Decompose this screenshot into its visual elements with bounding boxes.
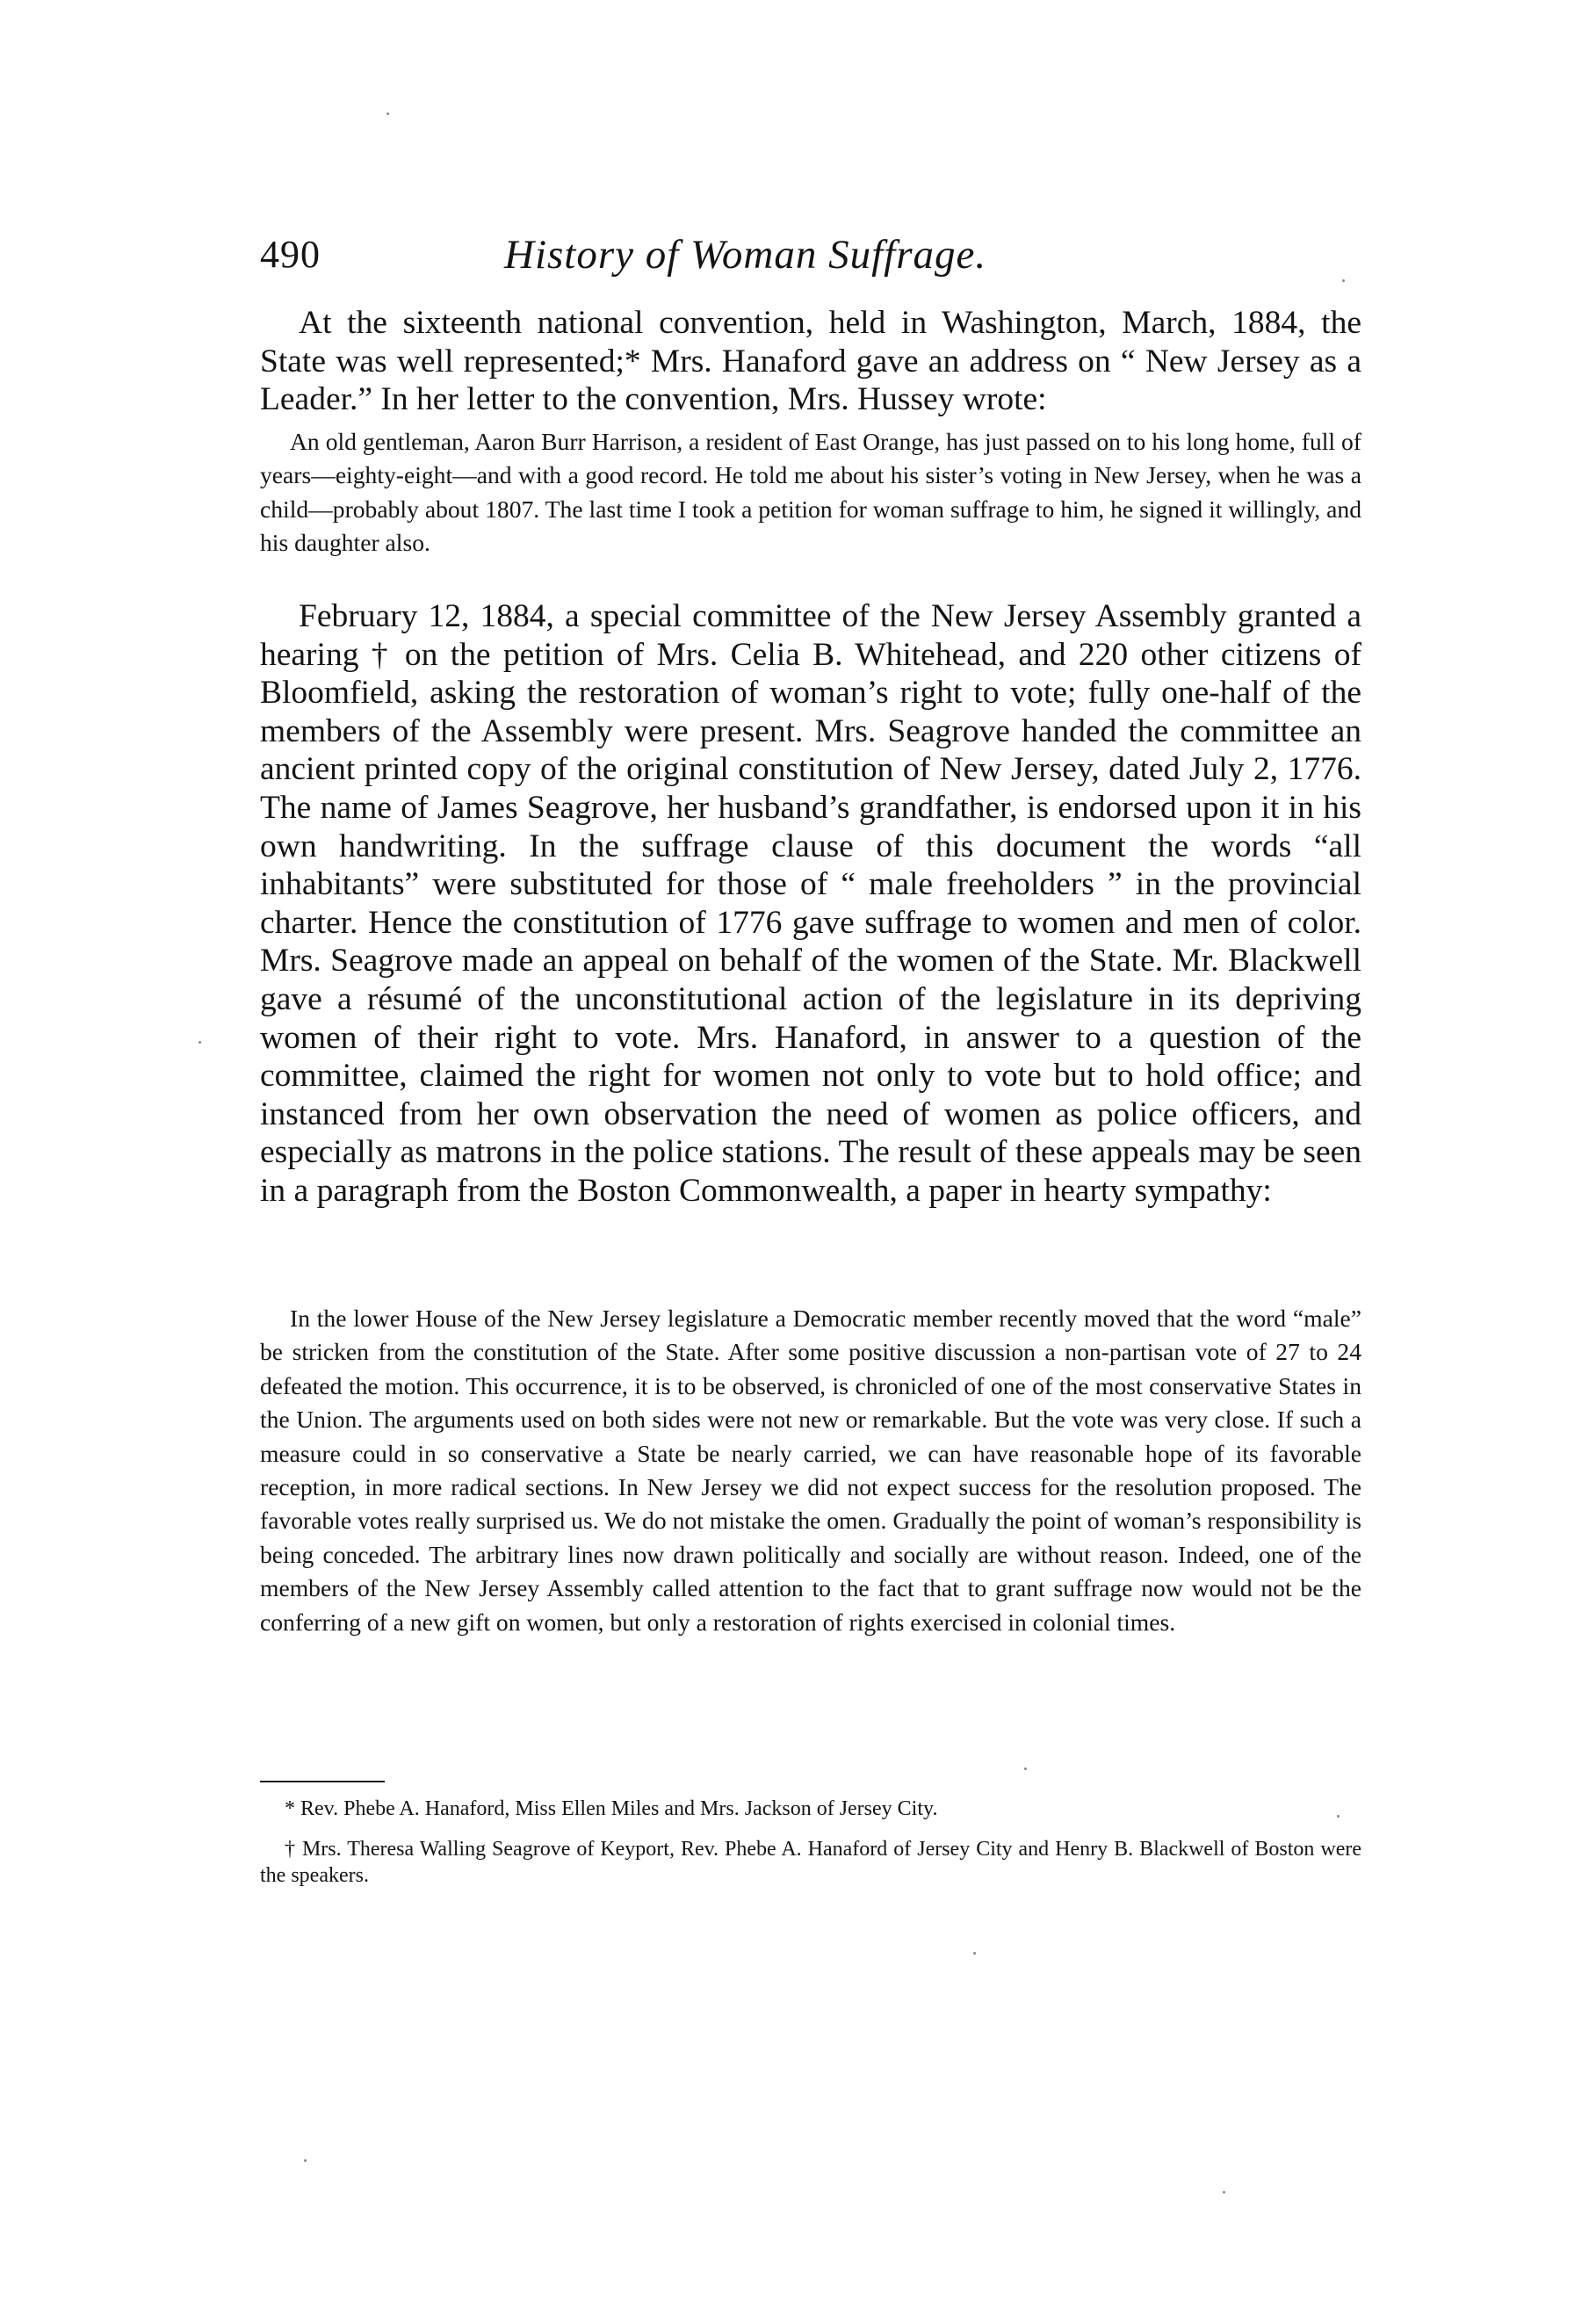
paper-speck xyxy=(386,112,389,115)
paper-speck xyxy=(1337,1815,1340,1818)
body-paragraph-convention: At the sixteenth national convention, held in Washington, March, 1884, the State was well represented;* Mrs. Hanaford gave an address on “ New Jersey as a Leader.” In her letter to the convention, Mrs. Hussey wrote: xyxy=(260,305,1361,418)
page-header xyxy=(260,230,1361,292)
paper-speck xyxy=(304,2159,307,2162)
body-paragraph-hearing: February 12, 1884, a special committee of the New Jersey Assembly granted a hearing † on the petition of Mrs. Celia B. Whitehead, and 220 other citizens of Bloomfield, asking the restoration of woman’s right to vote; fully one-half of the members of the Assembly were present. Mrs. Seagrove handed the committee an ancient printed copy of the original constitution of New Jersey, dated July 2, 1776. The name of James Seagrove, her husband’s grandfather, is endorsed upon it in his own handwriting. In the suffrage clause of this document the words “all inhabitants” were substituted for those of “ male freeholders ” in the provincial charter. Hence the constitution of 1776 gave suffrage to women and men of color. Mrs. Seagrove made an appeal on behalf of the women of the State. Mr. Blackwell gave a résumé of the unconstitutional action of the legislature in its depriving women of their right to vote. Mrs. Hanaford, in answer to a question of the committee, claimed the right for women not only to vote but to hold office; and instanced from her own observation the need of women as police officers, and especially as matrons in the police stations. The result of these appeals may be seen in a paragraph from the Boston Commonwealth, a paper in hearty sympathy: xyxy=(260,598,1361,1209)
page-number: 490 xyxy=(260,233,321,276)
quoted-letter-hussey: An old gentleman, Aaron Burr Harrison, a resident of East Orange, has just passed on to his long home, full of years—eighty-eight—and with a good record. He told me about his sister’s voting in New Jersey, when he was a child—probably about 1807. The last time I took a petition for woman suffrage to him, he signed it willingly, and his daughter also. xyxy=(260,428,1361,557)
footnote-dagger: † Mrs. Theresa Walling Seagrove of Keyport, Rev. Phebe A. Hanaford of Jersey City and Henry B. Blackwell of Boston were the speakers. xyxy=(260,1838,1361,1887)
paper-speck xyxy=(1024,1767,1027,1770)
footnote-asterisk: * Rev. Phebe A. Hanaford, Miss Ellen Miles and Mrs. Jackson of Jersey City. xyxy=(285,1797,938,1820)
quoted-commonwealth-paragraph: In the lower House of the New Jersey legislature a Democratic member recently moved that the word “male” be stricken from the constitution of the State. After some positive discussion a non-partisan vote of 27 to 24 defeated the motion. This occurrence, it is to be observed, is chronicled of one of the most conservative States in the Union. The arguments used on both sides were not new or remarkable. But the vote was very close. If such a measure could in so conservative a State be nearly carried, we can have reasonable hope of its favorable reception, in more radical sections. In New Jersey we did not expect success for the resolution proposed. The favorable votes really surprised us. We do not mistake the omen. Gradually the point of woman’s responsibility is being conceded. The arbitrary lines now drawn politically and socially are without reason. Indeed, one of the members of the New Jersey Assembly called attention to the fact that to grant suffrage now would not be the conferring of a new gift on women, but only a restoration of rights exercised in colonial times. xyxy=(260,1305,1361,1636)
paper-speck xyxy=(1223,2191,1225,2194)
paper-speck xyxy=(1342,279,1345,282)
paper-speck xyxy=(973,1952,976,1955)
running-title: History of Woman Suffrage. xyxy=(504,232,987,278)
paper-speck xyxy=(199,1041,201,1044)
footnote-divider xyxy=(260,1781,385,1782)
